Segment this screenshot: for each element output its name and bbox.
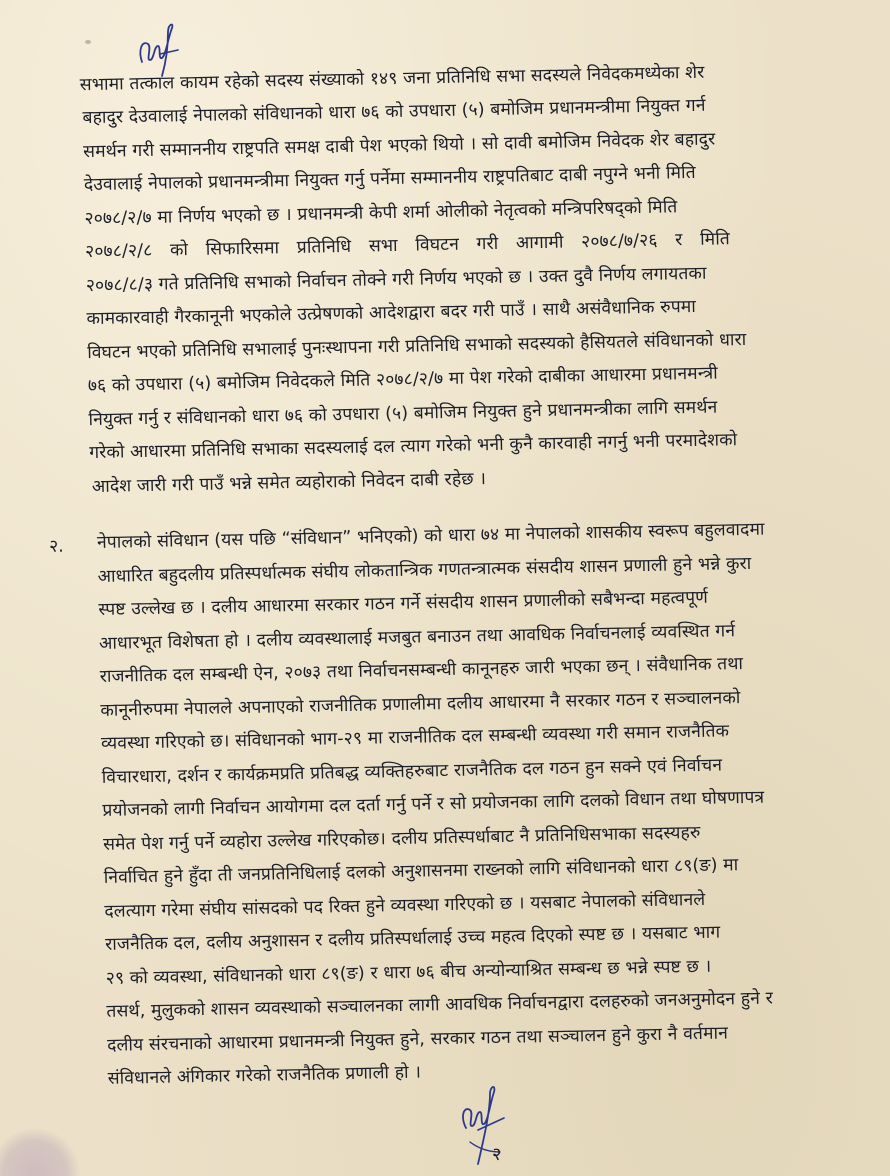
text-line: समेत पेश गर्नु पर्ने व्यहोरा उल्लेख गरिएकोछ। दलीय प्रतिस्पर्धाबाट नै प्रतिनिधिसभाका सदस्यहरु — [102, 822, 701, 855]
text-line: गरेको आधारमा प्रतिनिधि सभाका सदस्यलाई दल त्याग गरेको भनी कुनै कारवाही नगर्नु भनी परमादेशको — [89, 430, 738, 464]
text-line: ७६ को उपधारा (५) बमोजिम निवेदकले मिति २०७८/२/७ मा पेश गरेको दाबीका आधारमा प्रधानमन्त्री — [87, 363, 719, 397]
paragraph-number: २. — [48, 536, 64, 557]
text-line: प्रयोजनको लागी निर्वाचन आयोगमा दल दर्ता गर्नु पर्ने र सो प्रयोजनका लागि दलको विधान तथा घोषणापत्र — [102, 787, 765, 821]
text-line: निर्वाचित हुने हुँदा ती जनप्रतिनिधिलाई दलको अनुशासनमा राख्नको लागि संविधानको धारा ८९(ङ) मा — [103, 855, 739, 888]
text-line: स्पष्ट उल्लेख छ । दलीय आधारमा सरकार गठन गर्ने संसदीय शासन प्रणालीको सबैभन्दा महत्वपूर्ण — [98, 587, 709, 620]
text-line: दलीय संरचनाको आधारमा प्रधानमन्त्री नियुक्त हुने, सरकार गठन तथा सञ्चालन हुने कुरा नै वर्तमान — [106, 1023, 729, 1056]
text-line: सभामा तत्काल कायम रहेको सदस्य संख्याको १४९ जना प्रतिनिधि सभा सदस्यले निवेदकमध्येका शेर — [79, 62, 705, 96]
text-line: बहादुर देउवालाई नेपालको संविधानको धारा ७६ को उपधारा (५) बमोजिम प्रधानमन्त्रीमा नियुक्त गर्न — [82, 95, 706, 129]
page-number: २ — [492, 1144, 502, 1165]
text-line: २०७८/२/८ को सिफारिसमा प्रतिनिधि सभा विघटन गरी आगामी २०७८/७/२६ र मिति — [84, 229, 731, 263]
text-line: आदेश जारी गरी पाउँ भन्ने समेत व्यहोराको निवेदन दाबी रहेछ । — [91, 469, 487, 498]
text-line: कानूनीरुपमा नेपालले अपनाएको राजनीतिक प्रणालीमा दलीय आधारमा नै सरकार गठन र सञ्चालनको — [100, 688, 741, 721]
text-line: संविधानले अंगिकार गरेको राजनैतिक प्रणाली हो । — [107, 1062, 422, 1089]
text-line: २०७८/२/७ मा निर्णय भएको छ । प्रधानमन्त्री केपी शर्मा ओलीको नेतृत्वको मन्त्रिपरिषद्को मिति — [84, 197, 678, 230]
text-line: नियुक्त गर्नु र संविधानको धारा ७६ को उपधारा (५) बमोजिम नियुक्त हुने प्रधानमन्त्रीका लागि समर्थन — [88, 397, 718, 431]
text-line: व्यवस्था गरिएको छ। संविधानको भाग-२९ मा राजनीतिक दल सम्बन्धी व्यवस्था गरी समान राजनैतिक — [100, 721, 730, 754]
text-line: राजनैतिक दल, दलीय अनुशासन र दलीय प्रतिस्पर्धालाई उच्च महत्व दिएको स्पष्ट छ । यसबाट भाग — [104, 922, 721, 955]
text-line: दलत्याग गरेमा संघीय सांसदको पद रिक्त हुने व्यवस्था गरिएको छ । यसबाट नेपालको संविधानले — [104, 889, 706, 922]
text-line: समर्थन गरी सम्माननीय राष्ट्रपति समक्ष दाबी पेश भएको थियो । सो दावी बमोजिम निवेदक शेर बहादुर — [82, 129, 716, 163]
text-line: देउवालाई नेपालको प्रधानमन्त्रीमा नियुक्त गर्नु पर्नेमा सम्माननीय राष्ट्रपतिबाट दाबी नपुग्ने भनी मिति — [83, 162, 696, 196]
text-line: विचारधारा, दर्शन र कार्यक्रमप्रति प्रतिबद्ध व्यक्तिहरुबाट राजनैतिक दल गठन हुन सक्ने एवं निर्वाचन — [101, 755, 723, 788]
text-line: विघटन भएको प्रतिनिधि सभालाई पुनःस्थापना गरी प्रतिनिधि सभाको सदस्यको हैसियतले संविधानको धारा — [87, 329, 747, 364]
text-line: कामकारवाही गैरकानूनी भएकोले उत्प्रेषणको आदेशद्वारा बदर गरी पाउँ । साथै असंवैधानिक रुपमा — [86, 296, 697, 330]
text-line: २९ को व्यवस्था, संविधानको धारा ८९(ङ) र धारा ७६ बीच अन्योन्याश्रित सम्बन्ध छ भन्ने स्पष्ट छ । — [105, 956, 712, 989]
text-line: नेपालको संविधान (यस पछि “संविधान” भनिएको) को धारा ७४ मा नेपालको शासकीय स्वरूप बहुलवादमा — [96, 519, 765, 553]
text-line: २०७८/८/३ गते प्रतिनिधि सभाको निर्वाचन तोक्ने गरी निर्णय भएको छ । उक्त दुवै निर्णय लगायतका — [85, 263, 707, 297]
text-line: तसर्थ, मुलुकको शासन व्यवस्थाको सञ्चालनका लागी आवधिक निर्वाचनद्वारा दलहरुको जनअनुमोदन हुने र — [106, 988, 774, 1022]
text-line: आधारित बहुदलीय प्रतिस्पर्धात्मक संघीय लोकतान्त्रिक गणतन्त्रात्मक संसदीय शासन प्रणाली हुने भन्ने कुरा — [97, 553, 752, 587]
bottom-signature — [448, 1068, 518, 1168]
text-line: राजनीतिक दल सम्बन्धी ऐन, २०७३ तथा निर्वाचनसम्बन्धी कानूनहरु जारी भएका छन् । संवैधानिक तथा — [99, 654, 744, 687]
text-line: आधारभूत विशेषता हो । दलीय व्यवस्थालाई मजबुत बनाउन तथा आवधिक निर्वाचनलाई व्यवस्थित गर्न — [98, 621, 736, 654]
